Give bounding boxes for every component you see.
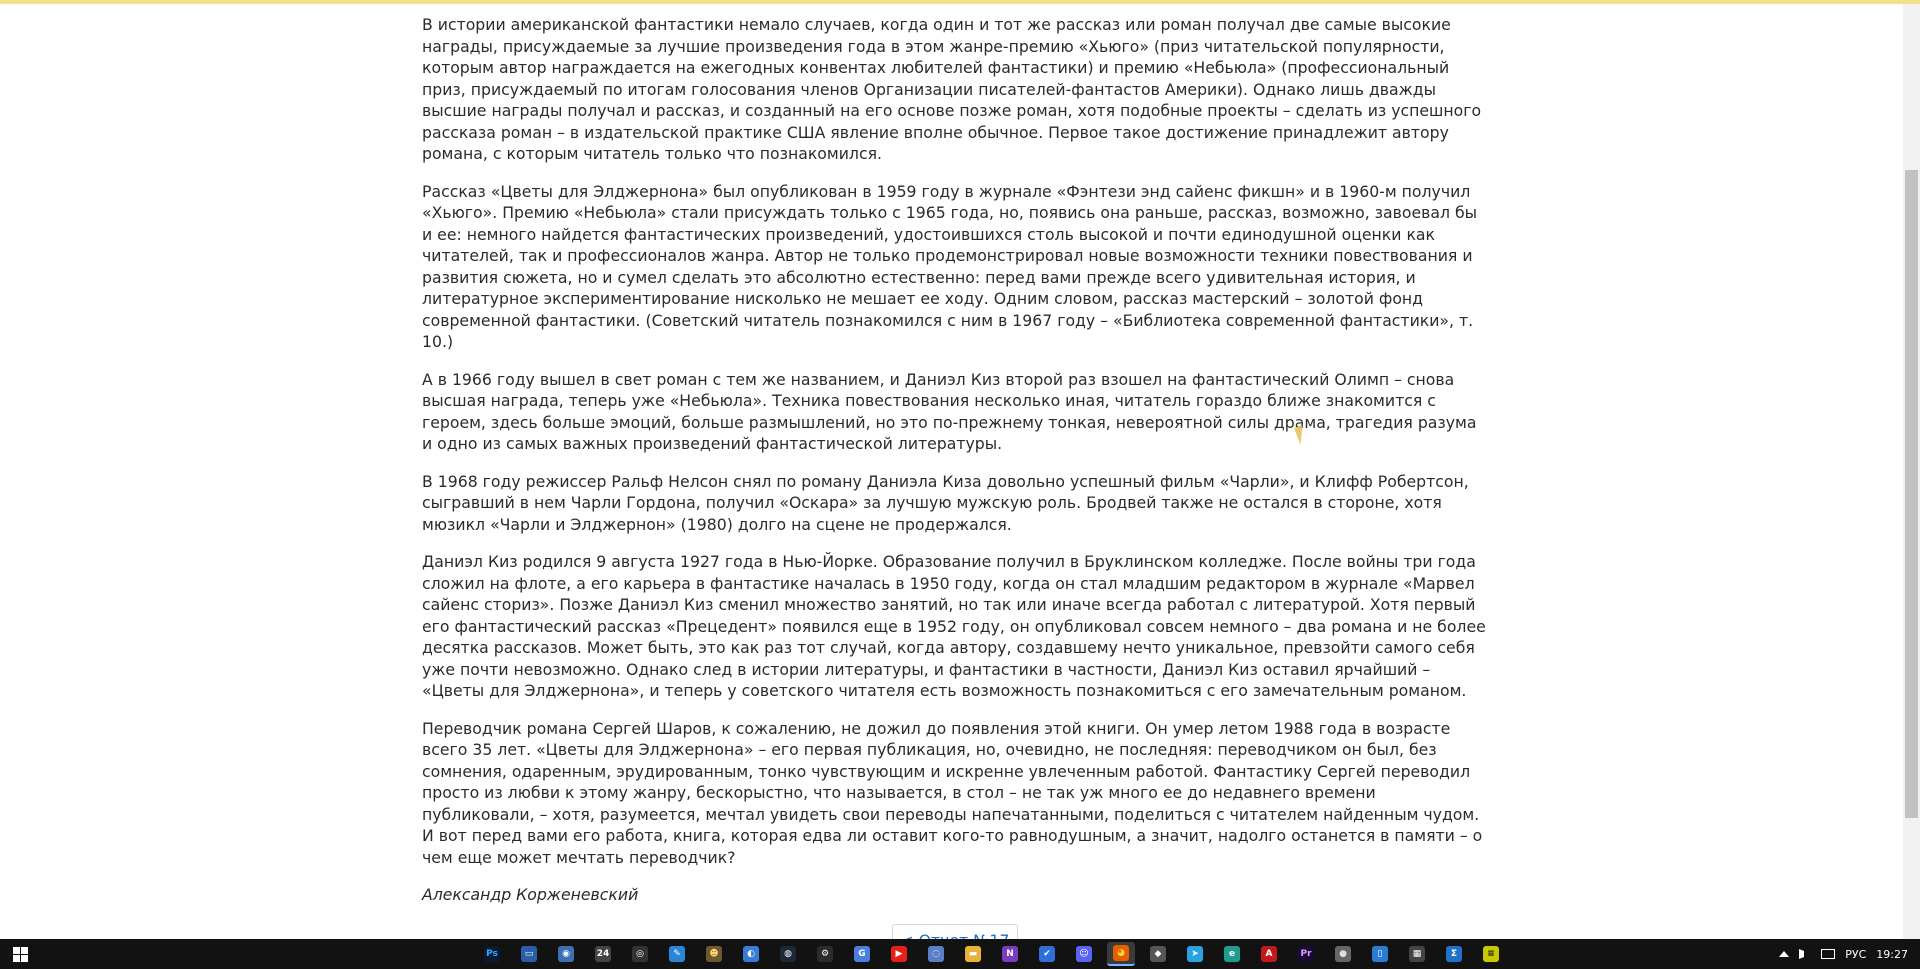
start-button[interactable] <box>0 939 40 969</box>
taskbar-app-button[interactable] <box>922 942 950 966</box>
taskbar-app-button[interactable] <box>885 942 913 966</box>
webcam-icon: ◎ <box>632 946 648 962</box>
translate-icon: G <box>854 946 870 962</box>
premiere-icon: Pr <box>1298 946 1314 962</box>
telegram-icon: ➤ <box>1187 946 1203 962</box>
taskbar-app-button[interactable] <box>552 942 580 966</box>
scrollbar-thumb[interactable] <box>1905 170 1918 818</box>
speaker-icon[interactable] <box>1799 949 1811 959</box>
system-tray <box>1779 939 1908 969</box>
top-accent-bar <box>0 0 1920 4</box>
taskbar-app-button[interactable] <box>1144 942 1172 966</box>
windows-taskbar <box>0 939 1920 969</box>
pen-app-icon: ✎ <box>669 946 685 962</box>
user-app-icon: ● <box>1335 946 1351 962</box>
input-language[interactable]: РУС <box>1845 947 1867 961</box>
settings-gear-icon: ⚙ <box>817 946 833 962</box>
taskbar-app-button[interactable] <box>515 942 543 966</box>
taskbar-app-button[interactable] <box>1440 942 1468 966</box>
article-author: Александр Корженевский <box>422 885 639 904</box>
article-paragraph: Даниэл Киз родился 9 августа 1927 года в Нью-Йорке. Образование получил в Бруклинском колледже. После войны три года сложил на флоте, а его карьера в фантастике началась в 1950 году, когда он стал младшим редактором в журнале «Марвел сайенс сториз». Позже Даниэл Киз сменил множество занятий, но так или иначе всегда работал с литературой. Хотя первый его фантастический рассказ «Прецедент» появился еще в 1952 году, он опубликовал совсем немного – два романа и не более десятка рассказов. Может быть, это как раз тот случай, когда автору, создавшему нечто уникальное, превзойти самого себя уже почти невозможно. Однако след в истории литературы, и фантастики в частности, Даниэл Киз оставил ярчайший – «Цветы для Элджернона», и теперь у советского читателя есть возможность познакомиться с его замечательным романом. <box>422 552 1486 700</box>
taskbar-app-button[interactable] <box>959 942 987 966</box>
steam-icon: ◍ <box>780 946 796 962</box>
taskbar-app-button[interactable] <box>589 942 617 966</box>
edge-icon: e <box>1224 946 1240 962</box>
clock-time[interactable]: 19:27 <box>1876 947 1908 961</box>
taskbar-app-button[interactable] <box>811 942 839 966</box>
taskbar-app-button[interactable] <box>1255 942 1283 966</box>
taskbar-app-button[interactable] <box>737 942 765 966</box>
article-paragraph: Рассказ «Цветы для Элджернона» был опубликован в 1959 году в журнале «Фэнтези энд сайенс фикшн» и в 1960-м получил «Хьюго». Премию «Небьюла» стали присуждать только с 1965 года, но, появись она раньше, рассказ, возможно, завоевал бы и ее: немного найдется фантастических произведений, удостоившихся столь высокой и почти единодушной оценки как читателей, так и профессионалов жанра. Автор не только продемонстрировал новые возможности техники повествования и развития сюжета, но и сумел сделать это абсолютно естественно: перед вами прежде всего удивительная история, и литературное экспериментирование нисколько не мешает ее ходу. Одним словом, рассказ мастерский – золотой фонд современной фантастики. (Советский читатель познакомился с ним в 1967 году – «Библиотека современной фантастики», т. 10.) <box>422 181 1478 351</box>
taskbar-app-button[interactable] <box>1033 942 1061 966</box>
onenote-icon: N <box>1002 946 1018 962</box>
taskbar-app-button[interactable] <box>1181 942 1209 966</box>
discord-icon: ☺ <box>1076 946 1092 962</box>
notes-app-icon: ▯ <box>1372 946 1388 962</box>
folder-icon: ▬ <box>965 946 981 962</box>
windows-logo-icon <box>13 947 28 962</box>
browser-globe-icon: ◌ <box>928 946 944 962</box>
photoshop-icon: Ps <box>484 946 500 962</box>
taskbar-app-button[interactable] <box>1292 942 1320 966</box>
clock-24-icon: 24 <box>595 946 611 962</box>
camera-app-icon: ◉ <box>558 946 574 962</box>
article-paragraph: Переводчик романа Сергей Шаров, к сожалению, не дожил до появления этой книги. Он умер летом 1988 года в возрасте всего 35 лет. «Цветы для Элджернона» – его первая публикация, но, очевидно, не последняя: переводчиком он был, без сомнения, одаренным, эрудированным, тонко чувствующим и искренне увлеченным работой. Фантастику Сергей переводил просто из любви к этому жанру, бескорыстно, что называется, в стол – не так уж много ее до недавнего времени публиковали, – хотя, разумеется, мечтал увидеть свои переводы напечатанными, поделиться с читателем найденным чудом. И вот перед вами его работа, книга, которая едва ли оставит кого-то равнодушным, а значит, надолго останется в памяти – о чем еще может мечтать переводчик? <box>422 718 1483 867</box>
taskbar-app-button[interactable] <box>1218 942 1246 966</box>
todo-check-icon: ✔ <box>1039 946 1055 962</box>
taskbar-app-button[interactable] <box>1070 942 1098 966</box>
taskbar-app-button[interactable] <box>996 942 1024 966</box>
taskbar-app-button[interactable] <box>626 942 654 966</box>
window-app-icon: ▭ <box>521 946 537 962</box>
taskbar-pinned-apps <box>478 942 1505 966</box>
taskbar-app-button[interactable] <box>848 942 876 966</box>
shield-app-icon: ◆ <box>1150 946 1166 962</box>
taskbar-app-button[interactable] <box>1403 942 1431 966</box>
calculator-icon: ▦ <box>1409 946 1425 962</box>
article-content <box>422 14 1488 958</box>
hw-monitor-icon: ≡ <box>1483 946 1499 962</box>
network-icon[interactable] <box>1821 949 1835 959</box>
taskbar-app-button[interactable] <box>700 942 728 966</box>
taskbar-app-button[interactable] <box>663 942 691 966</box>
pdf-reader-icon: A <box>1261 946 1277 962</box>
page-scrollbar[interactable] <box>1903 4 1920 939</box>
taskbar-app-button[interactable] <box>1477 942 1505 966</box>
taskbar-app-button[interactable] <box>774 942 802 966</box>
taskbar-app-button[interactable] <box>1329 942 1357 966</box>
show-hidden-icons-icon[interactable] <box>1779 951 1789 957</box>
youtube-icon: ▶ <box>891 946 907 962</box>
taskbar-app-button[interactable] <box>1366 942 1394 966</box>
game-app-icon: ☻ <box>706 946 722 962</box>
firefox-icon: ◕ <box>1113 945 1129 961</box>
article-paragraph: А в 1966 году вышел в свет роман с тем же названием, и Даниэл Киз второй раз взошел на фантастический Олимп – снова высшая награда, теперь уже «Небьюла». Техника повествования несколько иная, читатель гораздо ближе знакомится с героем, здесь больше эмоций, больше размышлений, но это по-прежнему тонкая, невероятной силы драма, трагедия разума и одно из самых важных произведений фантастической литературы. <box>422 369 1477 453</box>
taskbar-app-button[interactable] <box>1107 942 1135 966</box>
article-paragraph: В 1968 году режиссер Ральф Нелсон снял по роману Даниэла Киза довольно успешный фильм «Чарли», и Клифф Робертсон, сыгравший в нем Чарли Гордона, получил «Оскара» за лучшую мужскую роль. Бродвей также не остался в стороне, хотя мюзикл «Чарли и Элджернон» (1980) долго на сцене не продержался. <box>422 471 1469 534</box>
taskbar-app-button[interactable] <box>478 942 506 966</box>
article-paragraph: В истории американской фантастики немало случаев, когда один и тот же рассказ или роман получал две самые высокие награды, присуждаемые за лучшие произведения года в этом жанре-премию «Хьюго» (приз читательской популярности, которым автор награждается на ежегодных конвентах любителей фантастики) и премию «Небьюла» (профессиональный приз, присуждаемый по итогам голосования членов Организации писателей-фантастов Америки). Однако лишь дважды высшие награды получал и рассказ, и созданный на его основе позже роман, хотя подобные проекты – сделать из успешного рассказа роман – в издательской практике США явление вполне обычное. Первое такое достижение принадлежит автору романа, с которым читатель только что познакомился. <box>422 15 1482 163</box>
sigma-app-icon: Σ <box>1446 946 1462 962</box>
chrome-like-icon: ◐ <box>743 946 759 962</box>
